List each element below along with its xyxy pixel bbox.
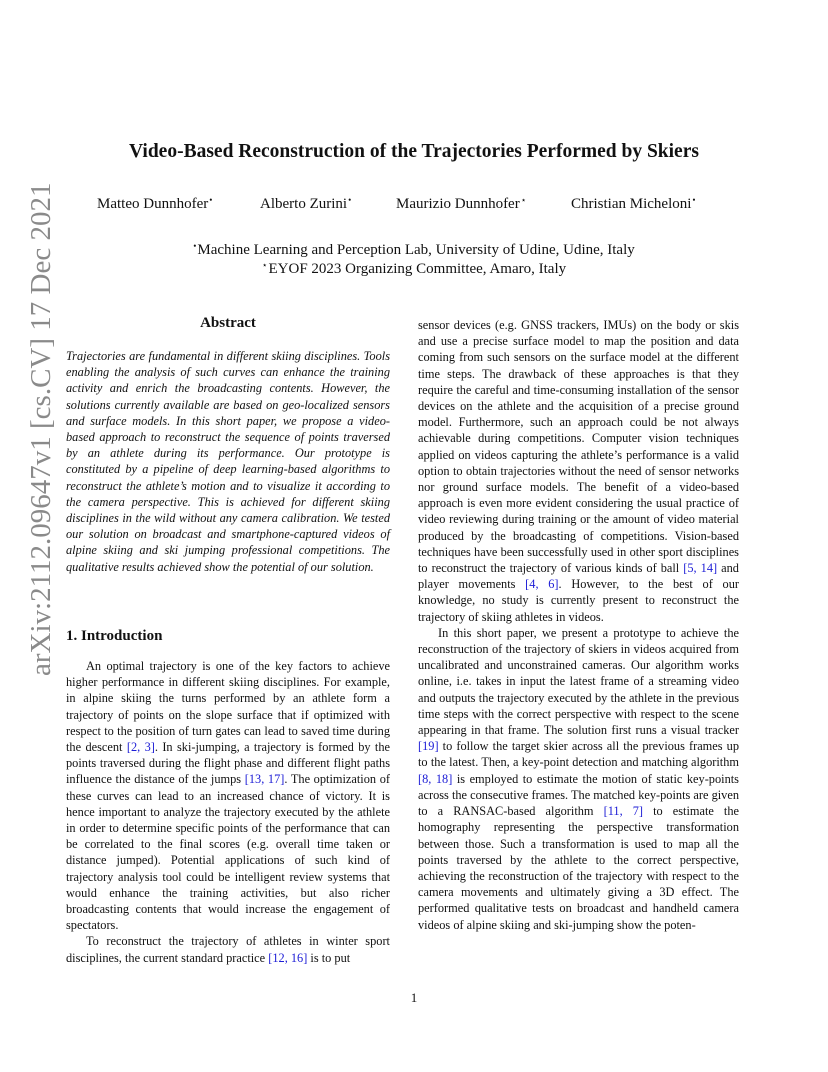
paragraph (66, 658, 390, 933)
author-4 (571, 195, 696, 213)
paragraph-text: . In ski-jumping, a trajectory is formed by the points traversed during the flight phase and different flight paths influence the distance of the jumps (66, 740, 390, 787)
author-name: Christian Micheloni (571, 196, 692, 212)
citation-link[interactable]: [12, 16] (268, 950, 308, 965)
affiliation-text: EYOF 2023 Organizing Committee, Amaro, Italy (268, 261, 567, 277)
paragraph-text: and player movements (418, 561, 739, 592)
affiliation-text: Machine Learning and Perception Lab, University of Udine, Udine, Italy (197, 242, 635, 258)
paragraph (418, 625, 739, 933)
author-2 (260, 195, 351, 213)
citation-link[interactable]: [8, 18] (418, 771, 453, 786)
author-3 (396, 195, 526, 213)
paper-title: Video-Based Reconstruction of the Trajectories Performed by Skiers (129, 141, 699, 162)
section-heading-introduction: 1. Introduction (66, 628, 163, 644)
citation-link[interactable]: [13, 17] (244, 772, 285, 787)
abstract-text: Trajectories are fundamental in different skiing disciplines. Tools enabling the analysis of such curves can enhance the training activity and enrich the broadcasting contents. However, the solutions currently available are based on geo-localized sensors and surface models. In this short paper, we propose a video-based approach to reconstruct the sequence of points traversed by an athlete during its performance. Our prototype is constituted by a pipeline of deep learning-based algorithms to reconstruct the athlete’s motion and to visualize it according to the camera perspective. This is achieved for different skiing disciplines in the wild without any camera calibration. We tested our solution on broadcast and smartphone-captured videos of alpine skiing and ski jumping professional competitions. The qualitative results achieved show the potential of our solution. (66, 349, 390, 574)
author-mark: ⋆ (520, 195, 527, 205)
paragraph-text: To reconstruct the trajectory of athletes in winter sport disciplines, the current standard practice (66, 934, 390, 965)
paragraph-text: is employed to estimate the motion of static key-points across the consecutive frames. The matched key-points are given to a RANSAC-based algorithm (418, 771, 739, 819)
citation-link[interactable]: [2, 3] (126, 740, 155, 755)
paragraph-text: An optimal trajectory is one of the key factors to achieve higher performance in different skiing disciplines. For example, in alpine skiing the turns performed by an athlete form a trajectory of points on the slope surface that if optimized with respect to the position of turn gates can lead to saved time during the descent (66, 659, 390, 755)
author-mark: • (348, 195, 352, 205)
affiliation-1 (14, 241, 814, 259)
paragraph (418, 317, 739, 625)
paragraph-text: is to put (307, 950, 351, 965)
affiliation-2 (14, 260, 814, 278)
author-name: Matteo Dunnhofer (97, 196, 209, 212)
affiliation-mark: • (193, 241, 197, 251)
paragraph-text: . However, to the best of our knowledge, no study is currently present to reconstruct the trajectory of skiing athletes in videos. (418, 577, 739, 624)
arxiv-identifier: arXiv:2112.09647v1 [cs.CV] 17 Dec 2021 (25, 182, 57, 676)
citation-link[interactable]: [11, 7] (603, 804, 644, 819)
paragraph (66, 933, 390, 965)
paragraph-text: sensor devices (e.g. GNSS trackers, IMUs) on the body or skis and use a precise surface model to map the position and data coming from such sensors on the surface model at the different time steps. The drawback of these approaches is that they require the careful and time-consuming installation of the sensor devices on the athlete and the acquisition of a precise ground model. Furthermore, such an approach could be not always achievable during competitions. Computer vision techniques applied on videos capturing the athlete’s performance is a valid option to obtain trajectories without the need of sensor networks nor ground surface models. The benefit of a video-based approach is even more evident considering the usual practice of video reviewing during training or the amount of video material produced by the broadcasting of competitions. Vision-based techniques have been successfully used in other sport disciplines to reconstruct the trajectory of various kinds of ball (418, 318, 739, 576)
citation-link[interactable]: [4, 6] (525, 577, 559, 592)
citation-link[interactable]: [5, 14] (683, 561, 718, 576)
citation-link[interactable]: [19] (418, 739, 439, 754)
author-name: Alberto Zurini (260, 196, 348, 212)
paragraph-text: In this short paper, we present a prototype to achieve the reconstruction of the trajectory of skiers in videos acquired from uncalibrated and unconstrained cameras. Our algorithm works online, i.e. takes in input the latest frame of a streaming video and outputs the trajectory executed by the athlete in the previous time steps with the correct perspective with respect to the scene appearing in that frame. The solution first runs a visual tracker (418, 625, 739, 738)
author-mark: • (209, 195, 213, 205)
abstract-heading: Abstract (200, 315, 256, 331)
paragraph-text: . The optimization of these curves can lead to an increased chance of victory. It is hence important to analyze the trajectory executed by the athlete in order to determine specific points of the performance that can be correlated to the final scores (e.g. overall time taken or distance jumped). Potential applications of such kind of trajectory analysis tool could be intelligent review systems that would enhance the training activities, but also richer broadcasting contents that would increase the engagement of spectators. (66, 772, 390, 933)
author-mark: • (692, 195, 696, 205)
right-column-text (418, 317, 739, 933)
affiliation-mark: ⋆ (261, 260, 268, 270)
paragraph-text: to estimate the homography representing the perspective transformation between those. Such a transformation is used to map all the points traversed by the athlete to the correct perspective, achieving the reconstruction of the trajectory with respect to the camera movements and ultimately giving a 3D effect. The performed qualitative tests on broadcast and handheld camera videos of alpine skiing and ski-jumping show the poten- (418, 804, 739, 932)
author-name: Maurizio Dunnhofer (396, 196, 520, 212)
left-column-text (66, 658, 390, 966)
author-1 (97, 195, 212, 213)
page-number: 1 (410, 990, 418, 1005)
paragraph-text: to follow the target skier across all the previous frames up to the latest. Then, a key-point detection and matching algorithm (418, 739, 739, 770)
